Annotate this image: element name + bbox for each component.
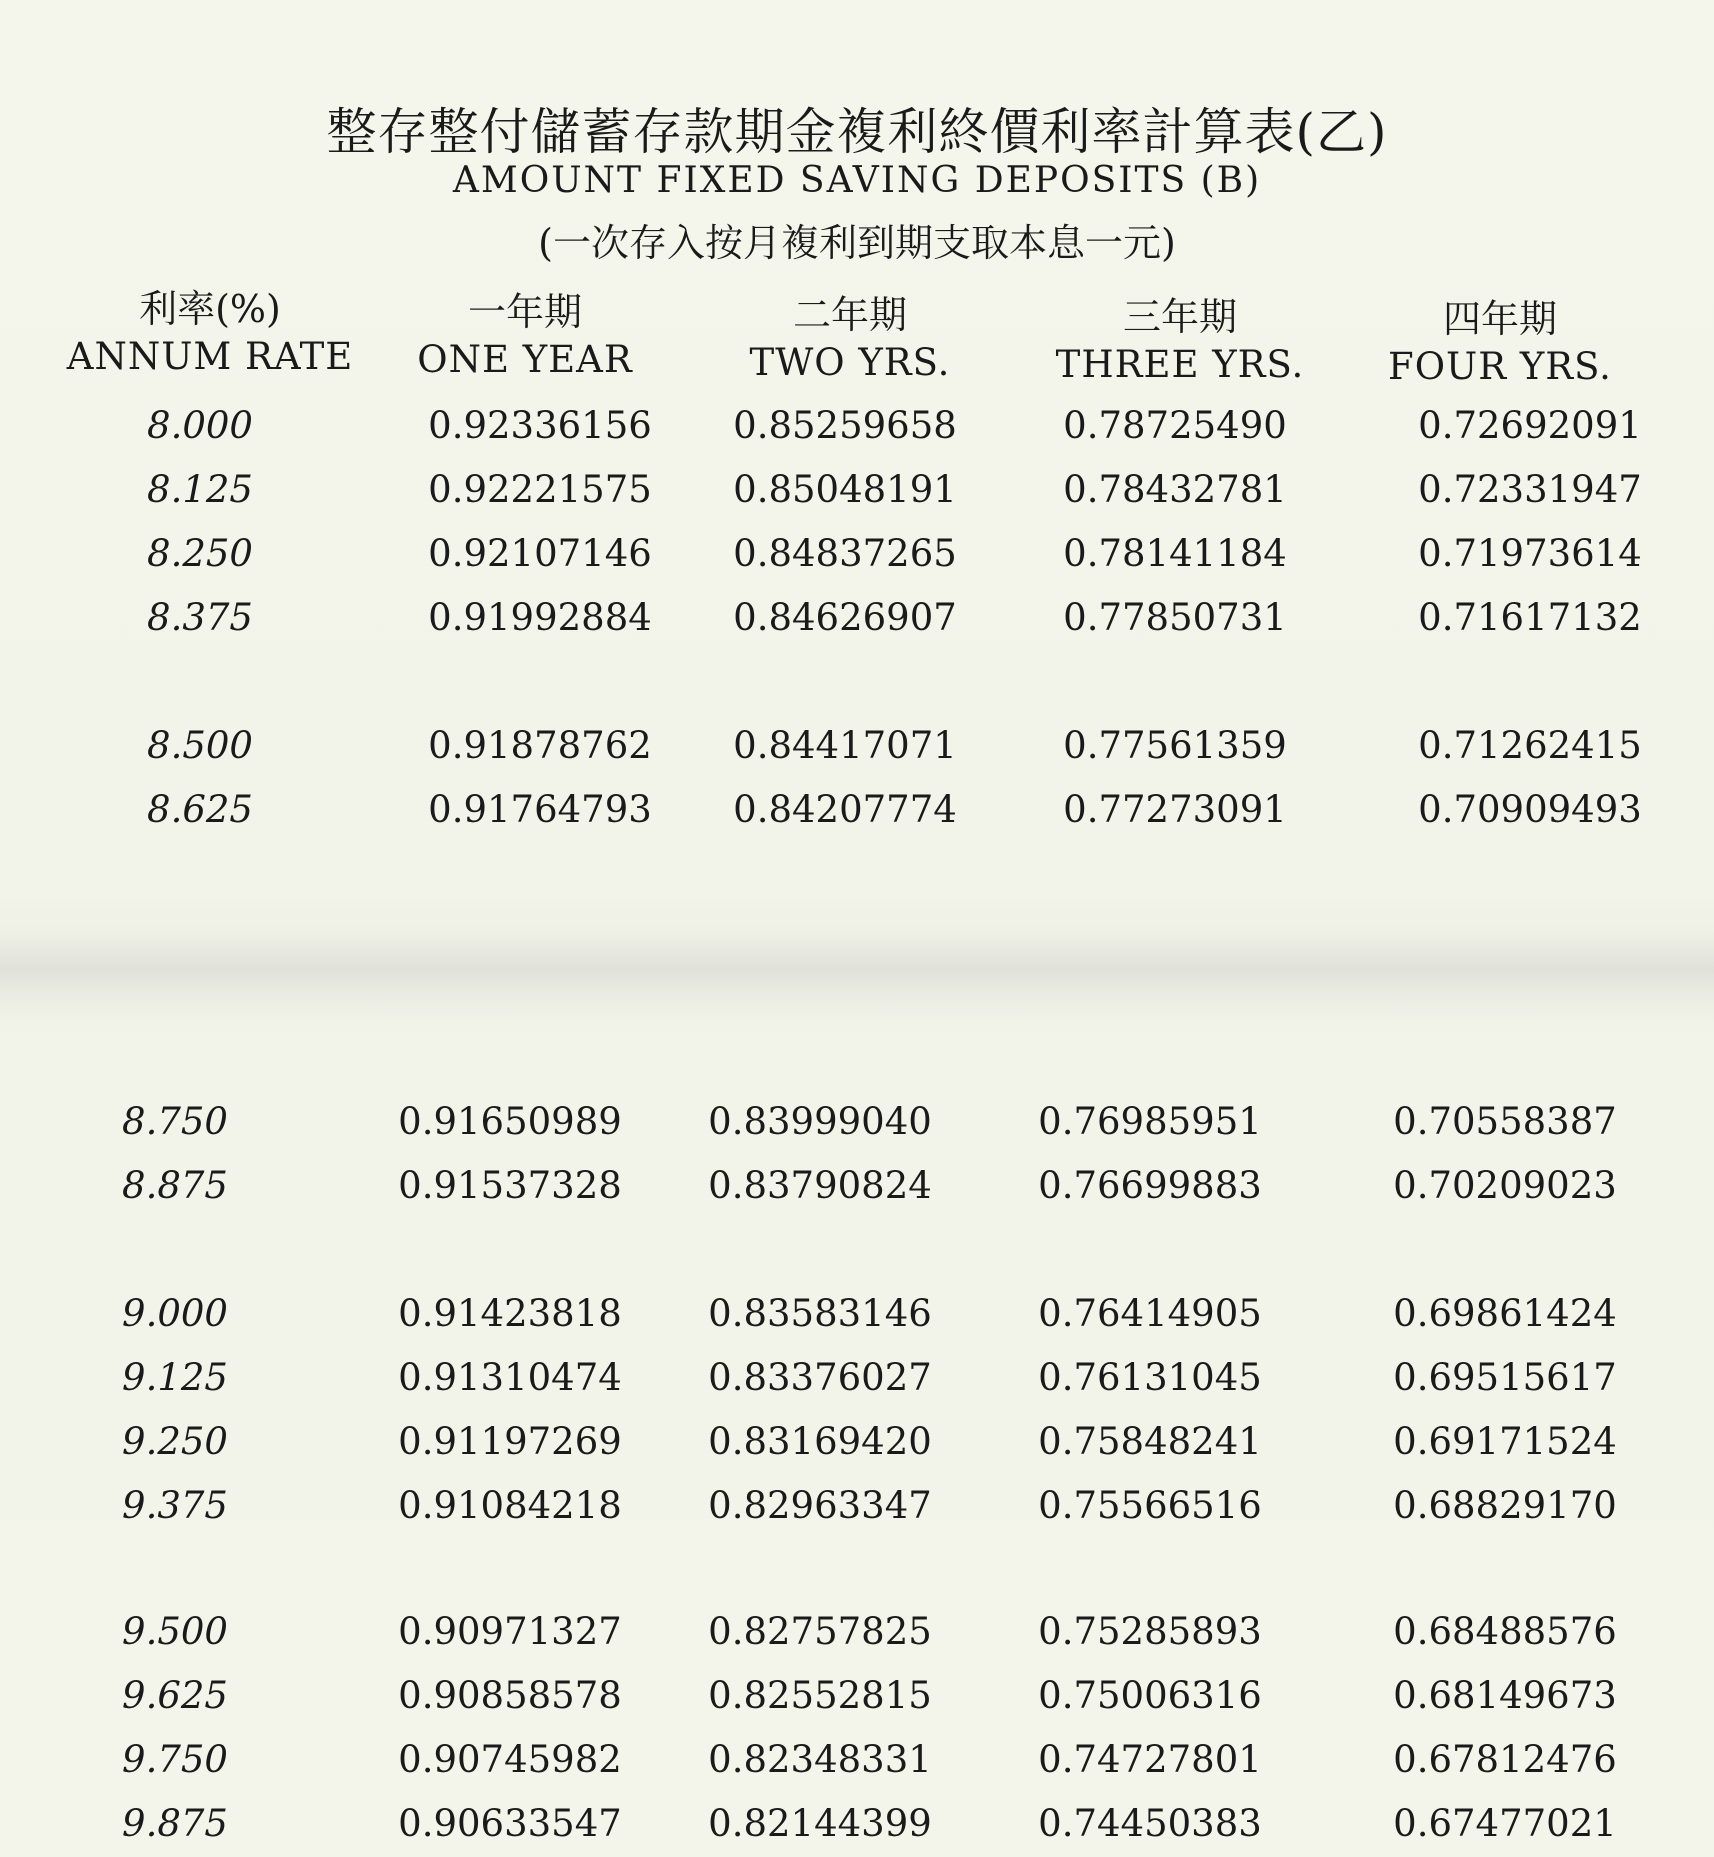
cell-three-years: 0.76699883 xyxy=(1038,1164,1262,1207)
cell-rate: 9.500 xyxy=(122,1610,228,1653)
cell-one-year: 0.92221575 xyxy=(428,468,652,511)
cell-rate: 8.250 xyxy=(147,532,253,575)
cell-two-years: 0.83790824 xyxy=(708,1164,932,1207)
cell-rate: 9.125 xyxy=(122,1356,228,1399)
header-two-years-zh: 二年期 xyxy=(792,293,907,337)
cell-two-years: 0.83999040 xyxy=(708,1100,932,1143)
cell-three-years: 0.75566516 xyxy=(1038,1484,1262,1527)
cell-one-year: 0.90633547 xyxy=(398,1802,622,1845)
cell-one-year: 0.90971327 xyxy=(398,1610,622,1653)
cell-rate: 8.000 xyxy=(147,404,253,447)
table-row xyxy=(0,718,1714,774)
cell-three-years: 0.76414905 xyxy=(1038,1292,1262,1335)
cell-four-years: 0.68829170 xyxy=(1393,1484,1617,1527)
table-note: (一次存入按月複利到期支取本息一元) xyxy=(538,221,1176,265)
cell-rate: 9.750 xyxy=(122,1738,228,1781)
header-three-years-en: THREE YRS. xyxy=(1055,343,1305,386)
cell-rate: 8.125 xyxy=(147,468,253,511)
header-one-year-zh: 一年期 xyxy=(467,290,582,334)
header-rate xyxy=(40,285,380,381)
cell-three-years: 0.74450383 xyxy=(1038,1802,1262,1845)
cell-three-years: 0.77850731 xyxy=(1063,596,1287,639)
cell-three-years: 0.77561359 xyxy=(1063,724,1287,767)
cell-four-years: 0.67477021 xyxy=(1393,1802,1617,1845)
header-rate-en: ANNUM RATE xyxy=(66,335,354,378)
table-row xyxy=(0,1414,1714,1470)
cell-rate: 9.000 xyxy=(122,1292,228,1335)
cell-one-year: 0.91084218 xyxy=(398,1484,622,1527)
cell-one-year: 0.91310474 xyxy=(398,1356,622,1399)
table-row xyxy=(0,782,1714,838)
header-three-years-zh: 三年期 xyxy=(1122,295,1237,339)
cell-four-years: 0.68488576 xyxy=(1393,1610,1617,1653)
cell-one-year: 0.91423818 xyxy=(398,1292,622,1335)
cell-rate: 9.250 xyxy=(122,1420,228,1463)
header-two-years-en: TWO YRS. xyxy=(749,341,951,384)
header-two-years xyxy=(705,291,995,387)
cell-four-years: 0.72331947 xyxy=(1418,468,1642,511)
cell-two-years: 0.82963347 xyxy=(708,1484,932,1527)
cell-one-year: 0.91537328 xyxy=(398,1164,622,1207)
cell-two-years: 0.82348331 xyxy=(708,1738,932,1781)
cell-two-years: 0.84417071 xyxy=(733,724,957,767)
cell-one-year: 0.92336156 xyxy=(428,404,652,447)
header-four-years-en: FOUR YRS. xyxy=(1388,345,1612,388)
header-four-years xyxy=(1360,295,1640,391)
cell-three-years: 0.78141184 xyxy=(1063,532,1287,575)
cell-two-years: 0.85259658 xyxy=(733,404,957,447)
header-one-year-en: ONE YEAR xyxy=(417,338,633,381)
cell-three-years: 0.76985951 xyxy=(1038,1100,1262,1143)
cell-rate: 8.375 xyxy=(147,596,253,639)
cell-rate: 8.625 xyxy=(147,788,253,831)
cell-one-year: 0.90858578 xyxy=(398,1674,622,1717)
cell-three-years: 0.77273091 xyxy=(1063,788,1287,831)
cell-rate: 9.375 xyxy=(122,1484,228,1527)
cell-two-years: 0.83376027 xyxy=(708,1356,932,1399)
cell-rate: 8.500 xyxy=(147,724,253,767)
header-four-years-zh: 四年期 xyxy=(1442,297,1557,341)
cell-three-years: 0.78432781 xyxy=(1063,468,1287,511)
cell-four-years: 0.69861424 xyxy=(1393,1292,1617,1335)
cell-two-years: 0.82144399 xyxy=(708,1802,932,1845)
cell-four-years: 0.71973614 xyxy=(1418,532,1642,575)
cell-three-years: 0.76131045 xyxy=(1038,1356,1262,1399)
cell-one-year: 0.90745982 xyxy=(398,1738,622,1781)
cell-four-years: 0.69171524 xyxy=(1393,1420,1617,1463)
page-fold xyxy=(0,930,1714,1020)
header-rate-zh: 利率(%) xyxy=(139,287,281,331)
cell-two-years: 0.84837265 xyxy=(733,532,957,575)
cell-four-years: 0.67812476 xyxy=(1393,1738,1617,1781)
cell-two-years: 0.82552815 xyxy=(708,1674,932,1717)
cell-four-years: 0.71617132 xyxy=(1418,596,1642,639)
cell-two-years: 0.85048191 xyxy=(733,468,957,511)
table-row xyxy=(0,590,1714,646)
cell-rate: 9.625 xyxy=(122,1674,228,1717)
header-three-years xyxy=(1030,293,1330,389)
cell-one-year: 0.92107146 xyxy=(428,532,652,575)
cell-four-years: 0.72692091 xyxy=(1418,404,1642,447)
cell-two-years: 0.83583146 xyxy=(708,1292,932,1335)
cell-one-year: 0.91992884 xyxy=(428,596,652,639)
table-title: 整存整付儲蓄存款期金複利終價利率計算表(乙) xyxy=(326,103,1388,161)
cell-two-years: 0.84626907 xyxy=(733,596,957,639)
cell-one-year: 0.91197269 xyxy=(398,1420,622,1463)
cell-four-years: 0.70909493 xyxy=(1418,788,1642,831)
table-row xyxy=(0,1094,1714,1150)
table-row xyxy=(0,462,1714,518)
table-row xyxy=(0,1796,1714,1852)
cell-four-years: 0.70558387 xyxy=(1393,1100,1617,1143)
cell-rate: 8.875 xyxy=(122,1164,228,1207)
cell-one-year: 0.91878762 xyxy=(428,724,652,767)
cell-two-years: 0.84207774 xyxy=(733,788,957,831)
table-row xyxy=(0,1158,1714,1214)
table-row xyxy=(0,1478,1714,1534)
cell-rate: 8.750 xyxy=(122,1100,228,1143)
cell-three-years: 0.75848241 xyxy=(1038,1420,1262,1463)
cell-two-years: 0.83169420 xyxy=(708,1420,932,1463)
cell-one-year: 0.91764793 xyxy=(428,788,652,831)
table-row xyxy=(0,1350,1714,1406)
cell-three-years: 0.75285893 xyxy=(1038,1610,1262,1653)
table-row xyxy=(0,1668,1714,1724)
header-one-year xyxy=(390,288,660,384)
cell-four-years: 0.69515617 xyxy=(1393,1356,1617,1399)
cell-four-years: 0.71262415 xyxy=(1418,724,1642,767)
table-row xyxy=(0,1604,1714,1660)
cell-four-years: 0.68149673 xyxy=(1393,1674,1617,1717)
cell-two-years: 0.82757825 xyxy=(708,1610,932,1653)
table-row xyxy=(0,1286,1714,1342)
table-row xyxy=(0,1732,1714,1788)
cell-rate: 9.875 xyxy=(122,1802,228,1845)
cell-one-year: 0.91650989 xyxy=(398,1100,622,1143)
cell-three-years: 0.74727801 xyxy=(1038,1738,1262,1781)
cell-three-years: 0.78725490 xyxy=(1063,404,1287,447)
table-subtitle: AMOUNT FIXED SAVING DEPOSITS (B) xyxy=(452,160,1262,201)
table-row xyxy=(0,526,1714,582)
cell-three-years: 0.75006316 xyxy=(1038,1674,1262,1717)
table-row xyxy=(0,398,1714,454)
cell-four-years: 0.70209023 xyxy=(1393,1164,1617,1207)
